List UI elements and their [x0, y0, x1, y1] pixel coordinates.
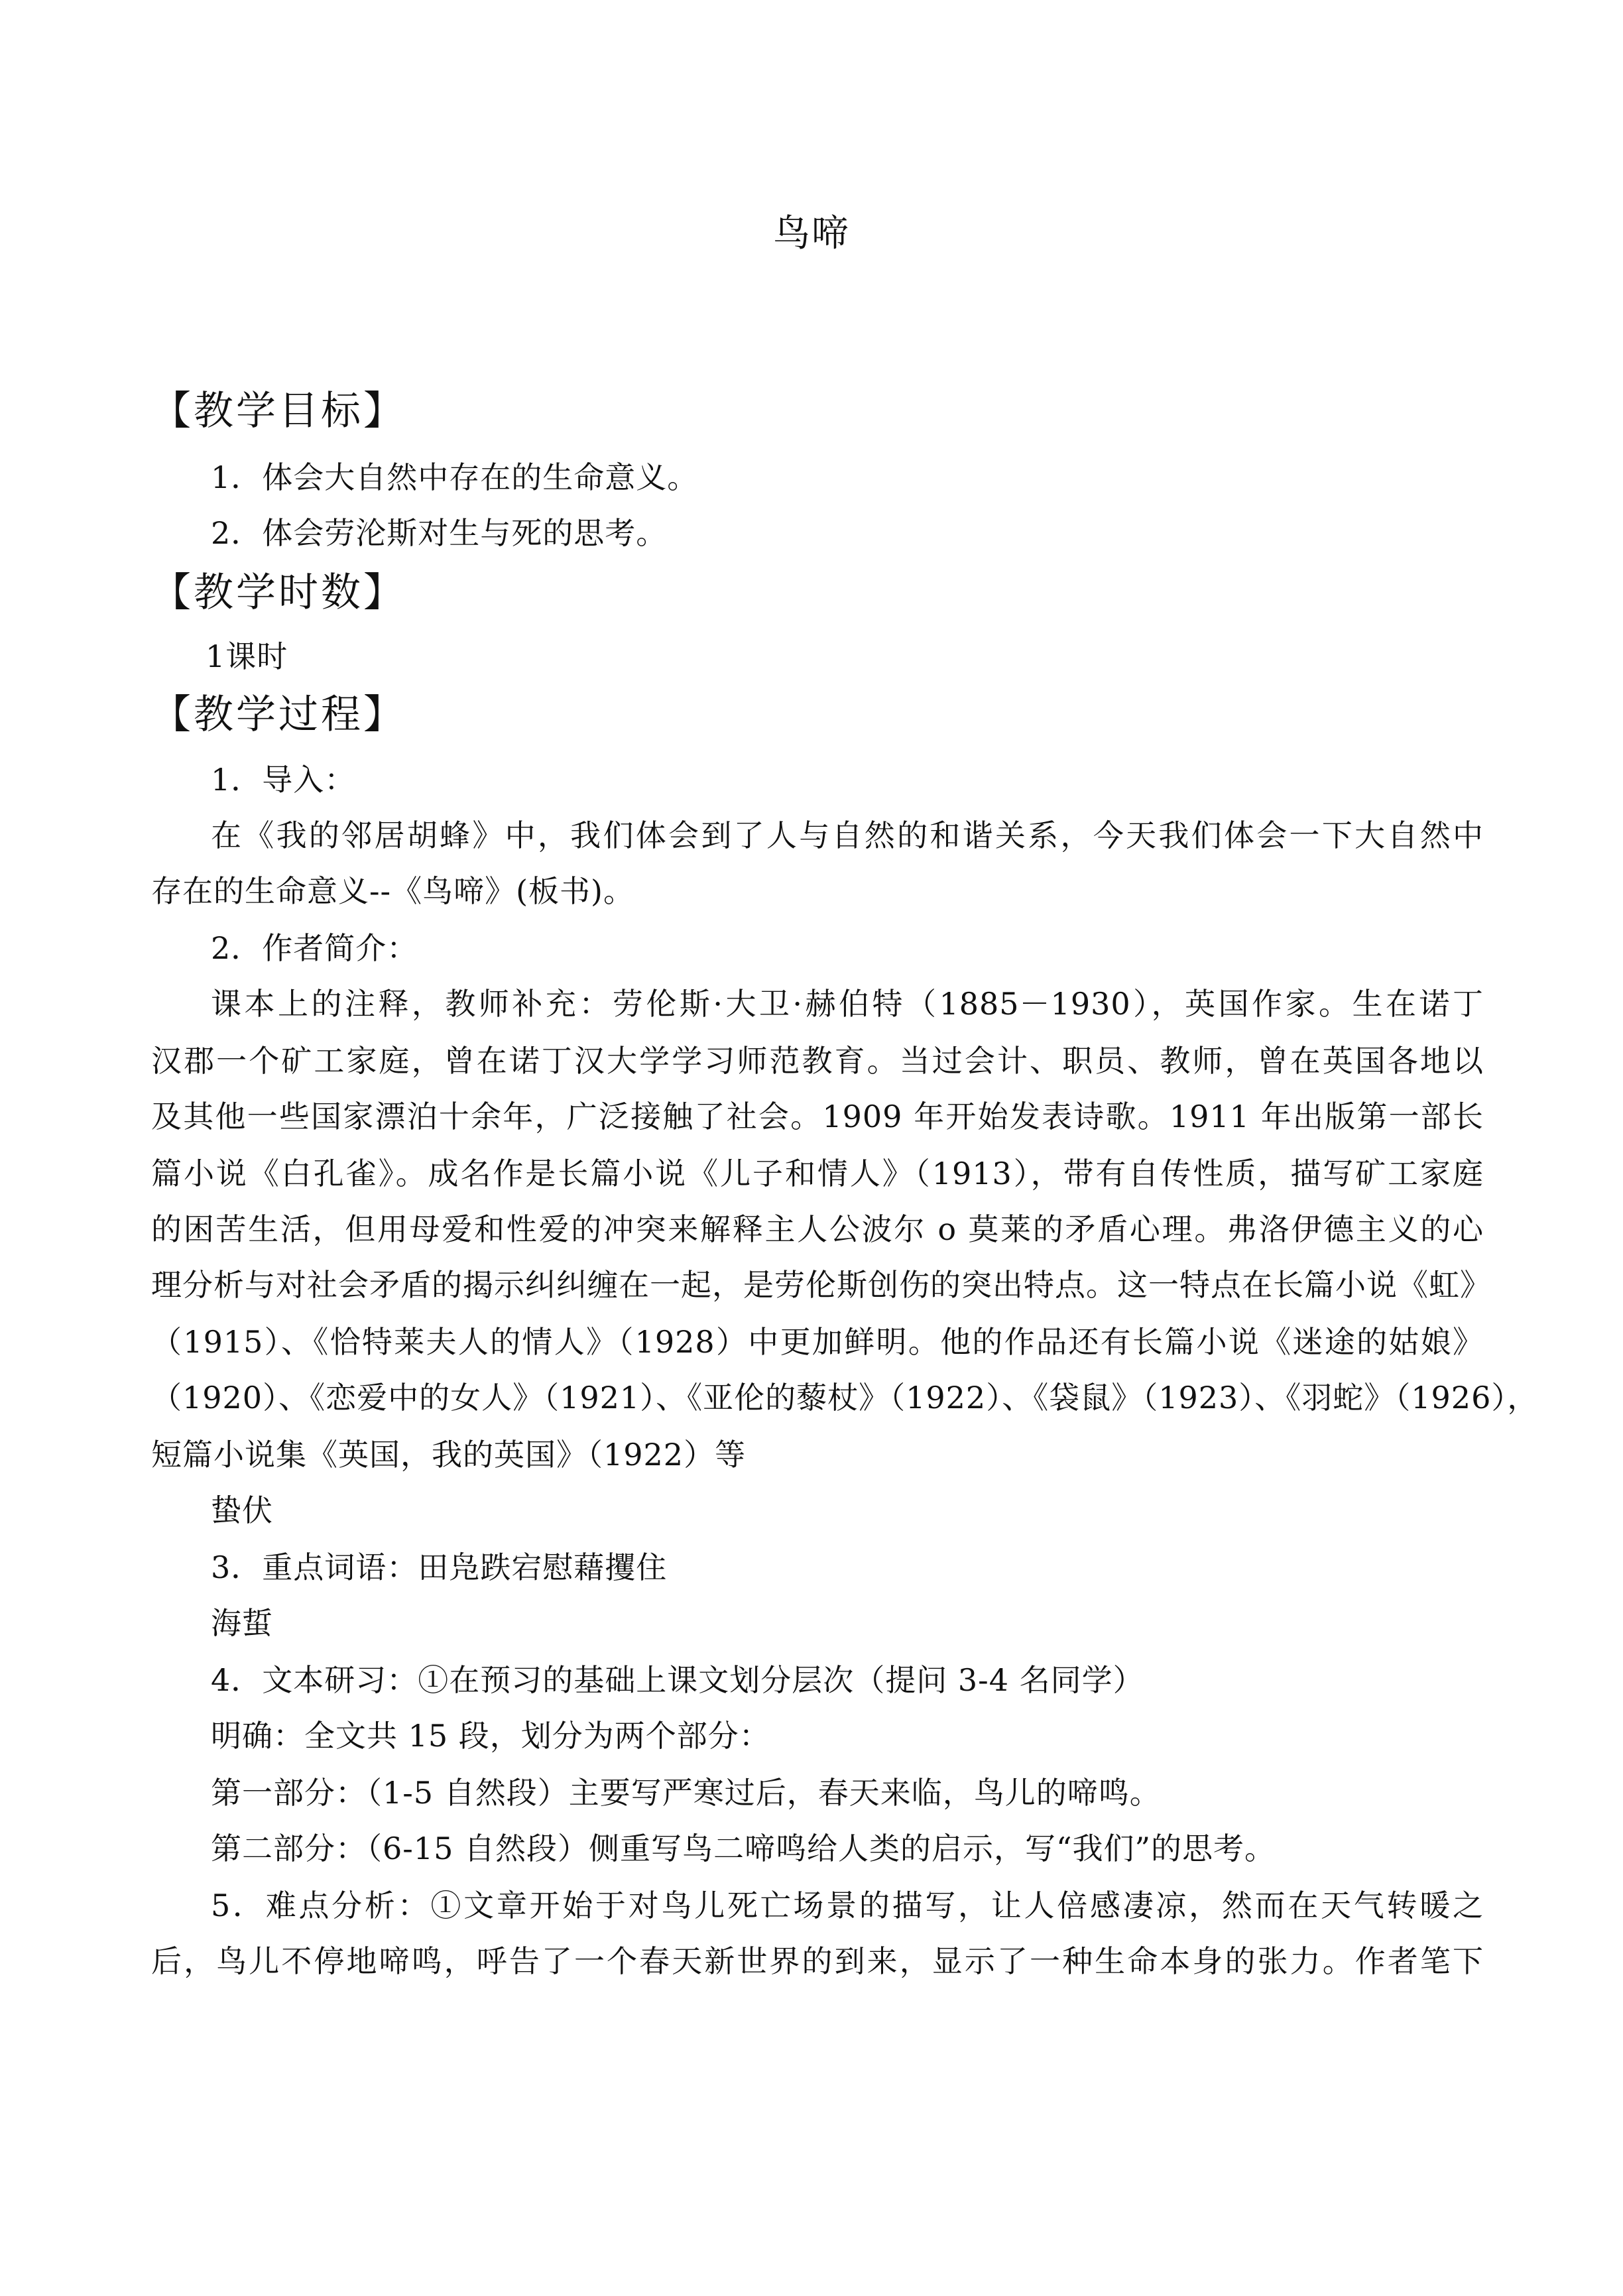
process-line: 1．导入： — [211, 762, 356, 798]
hours-value: 1课时 — [206, 638, 288, 674]
process-line: （1920）、《恋爱中的女人》（1921）、《亚伦的藜杖》（1922）、《袋鼠》（1923）、《羽蛇》（1926）， — [151, 1380, 1539, 1416]
goal-item: 1．体会大自然中存在的生命意义。 — [211, 459, 699, 495]
process-line: 3．重点词语：田凫跌宕慰藉攫住 — [211, 1549, 668, 1585]
process-line: 4．文本研习：①在预习的基础上课文划分层次（提问 3-4 名同学） — [211, 1662, 1144, 1698]
process-line: 篇小说《白孔雀》。成名作是长篇小说《儿子和情人》（1913），带有自传性质，描写矿工家庭 — [151, 1156, 1484, 1191]
section-heading-process: 【教学过程】 — [151, 692, 406, 738]
process-line: 后，鸟儿不停地啼鸣，呼告了一个春天新世界的到来，显示了一种生命本身的张力。作者笔下 — [151, 1943, 1484, 1979]
process-line: 课本上的注释，教师补充：劳伦斯·大卫·赫伯特（1885－1930），英国作家。生在诺丁 — [211, 986, 1484, 1022]
process-line: 第二部分：（6-15 自然段）侧重写鸟二啼鸣给人类的启示，写“我们”的思考。 — [211, 1831, 1276, 1866]
process-line: 蛰伏 — [211, 1492, 273, 1528]
process-line: 理分析与对社会矛盾的揭示纠纠缠在一起，是劳伦斯创伤的突出特点。这一特点在长篇小说《虹》 — [151, 1267, 1491, 1303]
page-title: 鸟啼 — [773, 212, 850, 255]
process-line: 2．作者简介： — [211, 930, 418, 966]
process-line: 的困苦生活，但用母爱和性爱的冲突来解释主人公波尔 o 莫莱的矛盾心理。弗洛伊德主义的心 — [151, 1211, 1484, 1247]
section-heading-hours: 【教学时数】 — [151, 570, 406, 616]
process-line: 汉郡一个矿工家庭，曾在诺丁汉大学学习师范教育。当过会计、职员、教师，曾在英国各地以 — [151, 1043, 1484, 1079]
process-line: 海蜇 — [211, 1605, 273, 1641]
goal-item: 2．体会劳沦斯对生与死的思考。 — [211, 515, 668, 551]
process-line: 在《我的邻居胡蜂》中，我们体会到了人与自然的和谐关系，今天我们体会一下大自然中 — [211, 817, 1484, 853]
process-line: 5．难点分析：①文章开始于对鸟儿死亡场景的描写，让人倍感凄凉，然而在天气转暖之 — [211, 1888, 1484, 1923]
section-heading-goals: 【教学目标】 — [151, 388, 406, 434]
process-line: 短篇小说集《英国，我的英国》（1922）等 — [151, 1437, 747, 1473]
process-line: 第一部分：（1-5 自然段）主要写严寒过后，春天来临，鸟儿的啼鸣。 — [211, 1775, 1161, 1811]
process-line: 存在的生命意义--《鸟啼》(板书)。 — [151, 873, 634, 909]
process-line: （1915）、《恰特莱夫人的情人》（1928）中更加鲜明。他的作品还有长篇小说《迷途的姑娘》 — [151, 1324, 1484, 1360]
process-line: 及其他一些国家漂泊十余年，广泛接触了社会。1909 年开始发表诗歌。1911 年出版第一部长 — [151, 1099, 1484, 1134]
process-line: 明确：全文共 15 段，划分为两个部分： — [211, 1718, 770, 1754]
